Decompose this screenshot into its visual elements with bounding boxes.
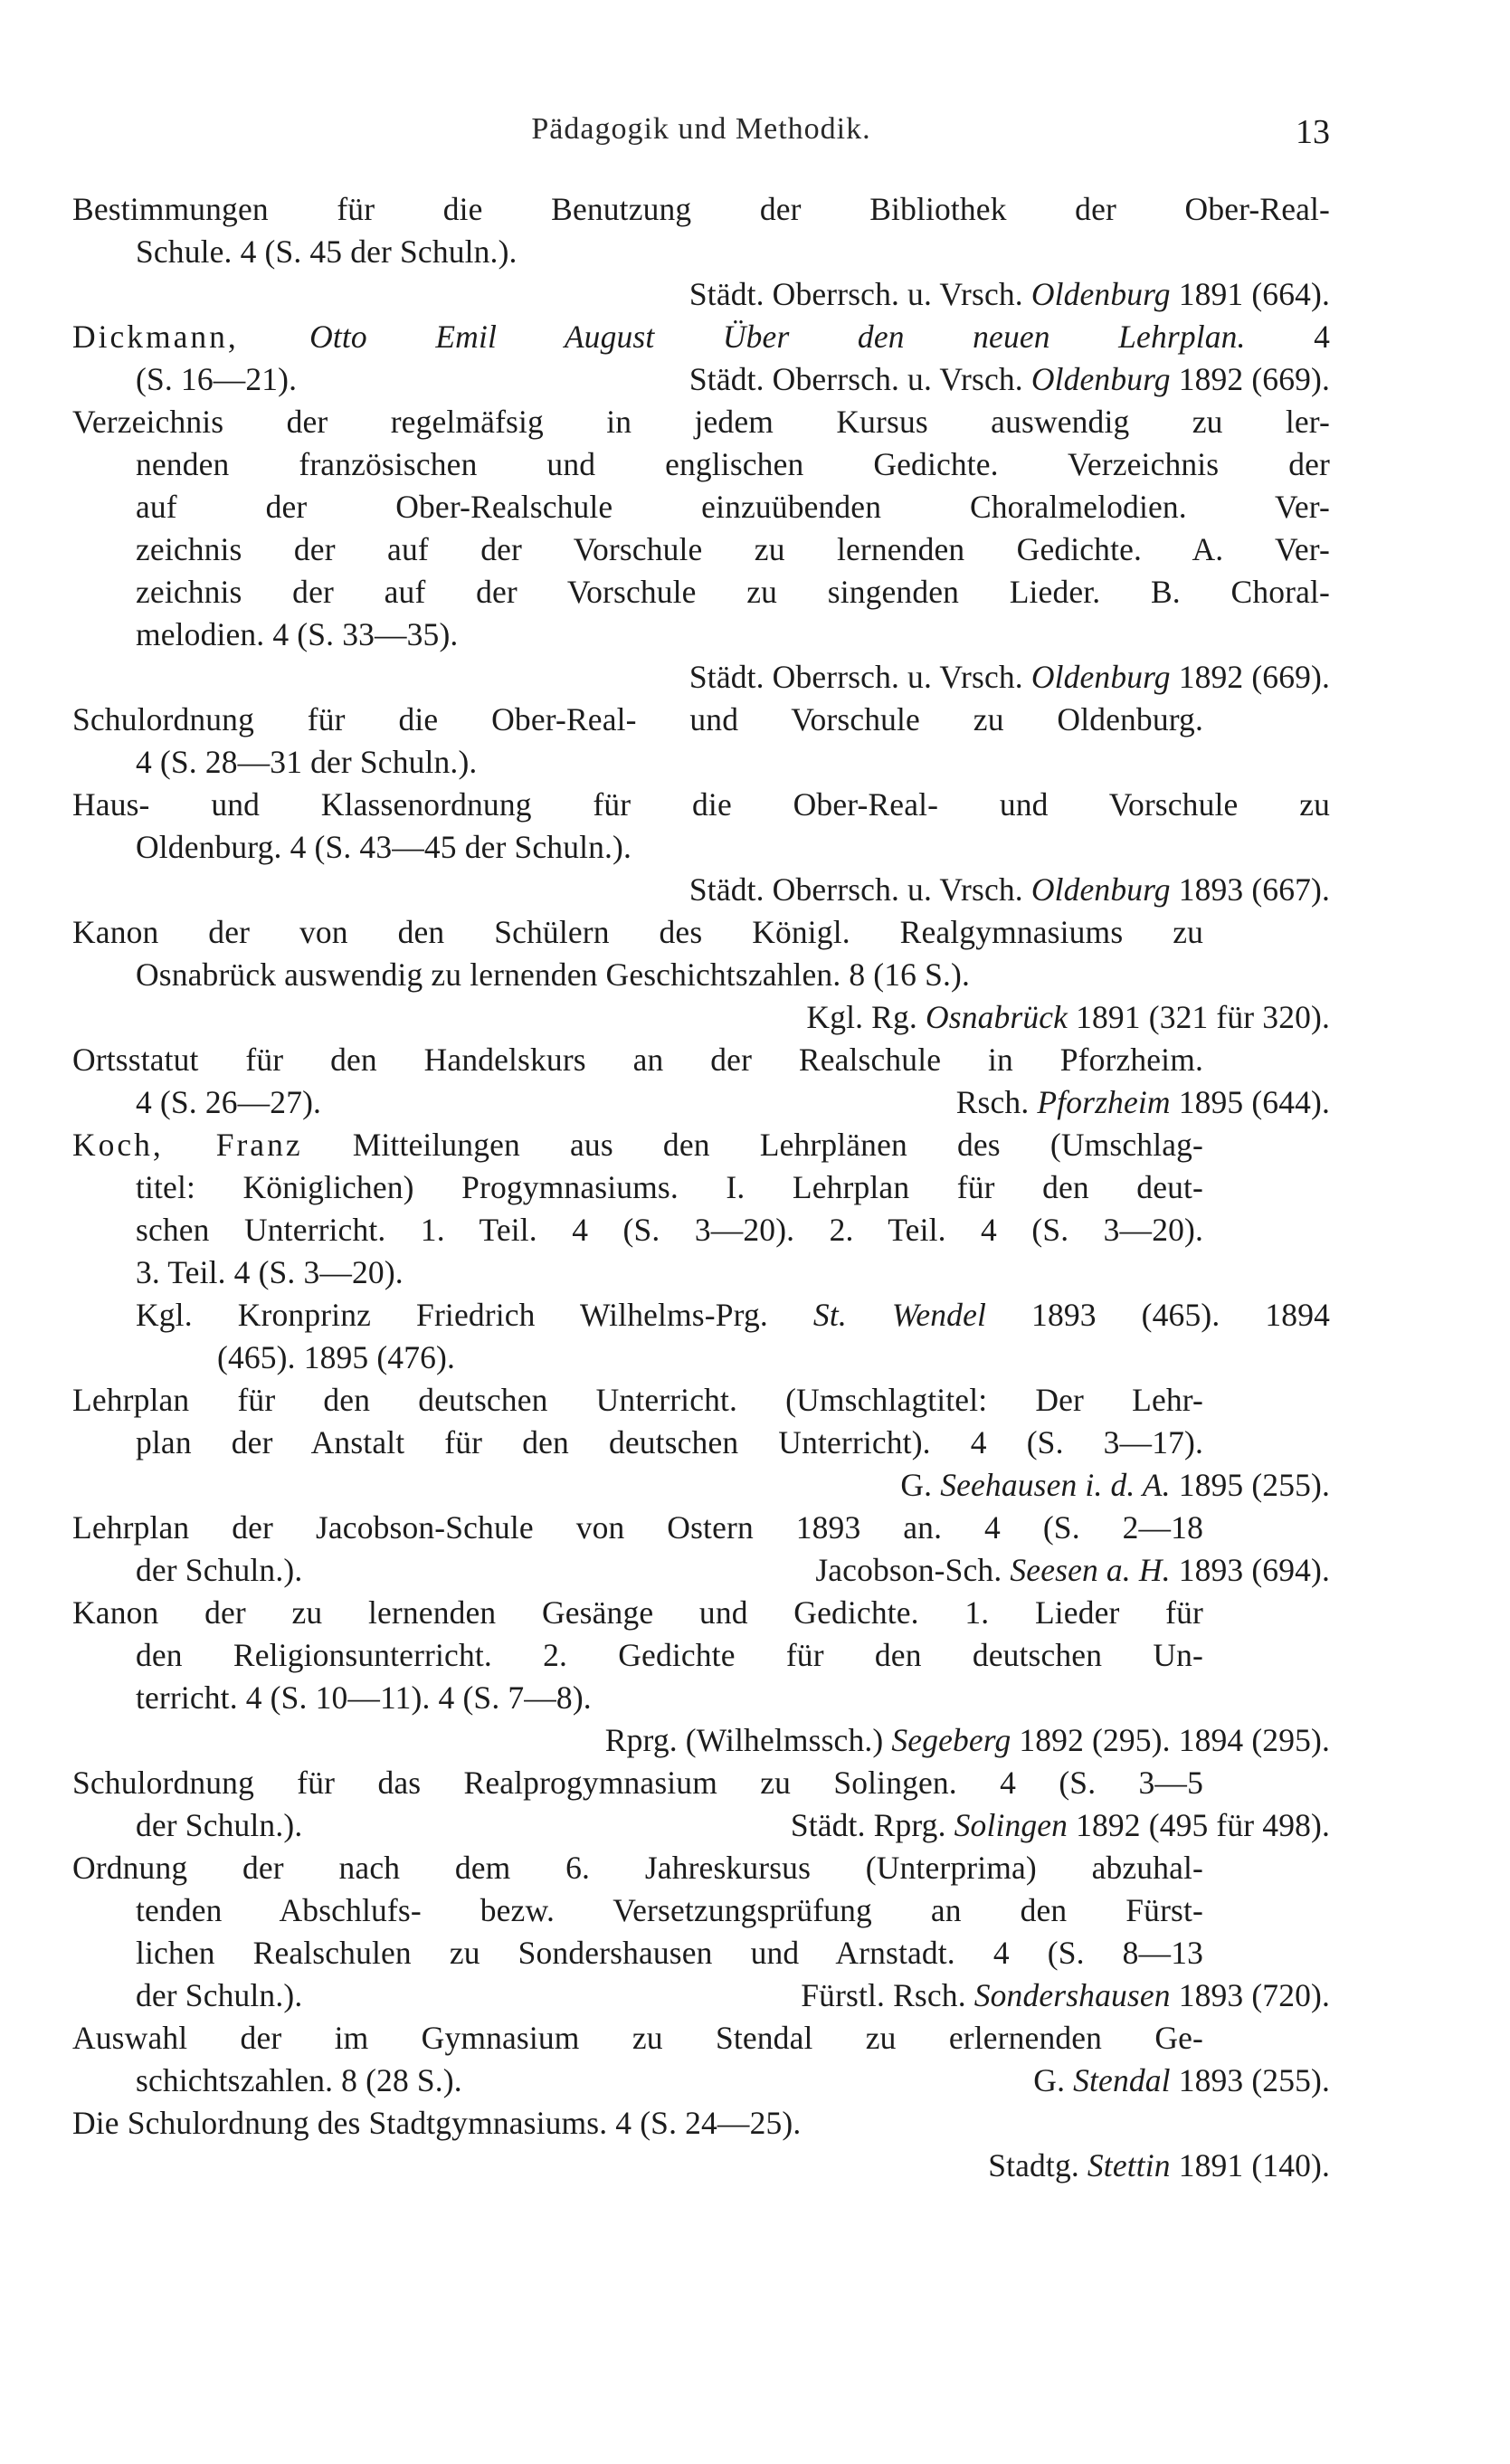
entry-source: Städt. Oberrsch. u. Vrsch. Oldenburg 1891 (664). xyxy=(689,276,1330,312)
entry-line: zeichnis der auf der Vorschule zu singenden Lieder. B. Choral- xyxy=(136,574,1330,610)
entry-title: Otto Emil August Über den neuen Lehrplan. xyxy=(309,319,1246,355)
page-number: 13 xyxy=(1296,113,1330,151)
entry-line-with-source: der Schuln.). Fürstl. Rsch. Sondershausen 1893 (720). xyxy=(136,1977,1330,2013)
entry-source: Rprg. (Wilhelmssch.) Segeberg 1892 (295). 1894 (295). xyxy=(604,1722,1330,1758)
entry-source-cont: (465). 1895 (476). xyxy=(217,1339,455,1375)
entry-line: Lehrplan der Jacobson-Schule von Ostern 1893 an. 4 (S. 2—18 xyxy=(72,1509,1203,1546)
list-item xyxy=(72,1379,1330,1507)
entry-line-with-source: 4 (S. 26—27). Rsch. Pforzheim 1895 (644). xyxy=(136,1084,1330,1120)
entry-source: G. Seehausen i. d. A. 1895 (255). xyxy=(900,1467,1330,1503)
entry-line: Ordnung der nach dem 6. Jahreskursus (Unterprima) abzuhal- xyxy=(72,1850,1203,1886)
entry-line: Schulordnung für die Ober-Real- und Vorschule zu Oldenburg. xyxy=(72,701,1203,737)
entry-line: zeichnis der auf der Vorschule zu lernenden Gedichte. A. Ver- xyxy=(136,531,1330,567)
list-item xyxy=(72,1039,1330,1124)
entry-line-with-source: der Schuln.). Städt. Rprg. Solingen 1892 (495 für 498). xyxy=(136,1807,1330,1843)
author-name: Koch, Franz xyxy=(72,1127,303,1163)
list-item xyxy=(72,188,1330,316)
entry-line: melodien. 4 (S. 33—35). xyxy=(136,616,459,652)
entry-line: Verzeichnis der regelmäfsig in jedem Kursus auswendig zu ler- xyxy=(72,404,1330,440)
list-item xyxy=(72,401,1330,699)
list-item xyxy=(72,1847,1330,2017)
entry-line-with-source: schichtszahlen. 8 (28 S.). G. Stendal 1893 (255). xyxy=(136,2062,1330,2098)
entry-line: Auswahl der im Gymnasium zu Stendal zu erlernenden Ge- xyxy=(72,2020,1203,2056)
page-header xyxy=(72,112,1330,166)
list-item xyxy=(72,2102,1330,2187)
entry-line: Schulordnung für das Realprogymnasium zu Solingen. 4 (S. 3—5 xyxy=(72,1765,1203,1801)
entry-source: Stadtg. Stettin 1891 (140). xyxy=(988,2147,1330,2183)
entry-line: Dickmann, Otto Emil August Über den neuen Lehrplan. 4 xyxy=(72,319,1330,355)
entry-line: 4 (S. 28—31 der Schuln.). xyxy=(136,744,478,780)
list-item xyxy=(72,699,1330,784)
entry-line: Haus- und Klassenordnung für die Ober-Real- und Vorschule zu xyxy=(72,786,1330,823)
entry-line: nenden französischen und englischen Gedichte. Verzeichnis der xyxy=(136,446,1330,482)
entry-source: Städt. Oberrsch. u. Vrsch. Oldenburg 1893 (667). xyxy=(689,871,1330,908)
entry-line: Koch, Franz Mitteilungen aus den Lehrplänen des (Umschlag- xyxy=(72,1127,1203,1163)
entry-source: Städt. Oberrsch. u. Vrsch. Oldenburg 1892 (669). xyxy=(689,659,1330,695)
entry-line-with-source: (S. 16—21). Städt. Oberrsch. u. Vrsch. Oldenburg 1892 (669). xyxy=(136,361,1330,397)
list-item xyxy=(72,1762,1330,1847)
entry-line: plan der Anstalt für den deutschen Unterricht). 4 (S. 3—17). xyxy=(136,1424,1203,1460)
bibliography-list xyxy=(72,188,1330,2187)
list-item xyxy=(72,2017,1330,2102)
list-item xyxy=(72,1507,1330,1592)
entry-line: terricht. 4 (S. 10—11). 4 (S. 7—8). xyxy=(136,1679,592,1716)
entry-source: Kgl. Kronprinz Friedrich Wilhelms-Prg. St. Wendel 1893 (465). 1894 xyxy=(136,1297,1330,1333)
entry-line: auf der Ober-Realschule einzuübenden Choralmelodien. Ver- xyxy=(136,489,1330,525)
list-item xyxy=(72,911,1330,1039)
entry-line-with-source: der Schuln.). Jacobson-Sch. Seesen a. H. 1893 (694). xyxy=(136,1552,1330,1588)
entry-line: den Religionsunterricht. 2. Gedichte für den deutschen Un- xyxy=(136,1637,1203,1673)
entry-line: Bestimmungen für die Benutzung der Bibliothek der Ober-Real- xyxy=(72,191,1330,227)
entry-line: Lehrplan für den deutschen Unterricht. (Umschlagtitel: Der Lehr- xyxy=(72,1382,1203,1418)
entry-line: lichen Realschulen zu Sondershausen und Arnstadt. 4 (S. 8—13 xyxy=(136,1935,1203,1971)
entry-line: Schule. 4 (S. 45 der Schuln.). xyxy=(136,233,518,270)
entry-line: Ortsstatut für den Handelskurs an der Realschule in Pforzheim. xyxy=(72,1042,1203,1078)
list-item xyxy=(72,784,1330,911)
entry-line: Kanon der zu lernenden Gesänge und Gedichte. 1. Lieder für xyxy=(72,1594,1203,1631)
entry-source: Kgl. Rg. Osnabrück 1891 (321 für 320). xyxy=(806,999,1330,1035)
list-item xyxy=(72,316,1330,401)
entry-line: Oldenburg. 4 (S. 43—45 der Schuln.). xyxy=(136,829,632,865)
list-item xyxy=(72,1124,1330,1379)
running-title: Pädagogik und Methodik. xyxy=(531,112,871,146)
entry-line: Die Schulordnung des Stadtgymnasiums. 4 (S. 24—25). xyxy=(72,2105,802,2141)
list-item xyxy=(72,1592,1330,1762)
author-name: Dickmann, xyxy=(72,319,310,355)
entry-line: tenden Abschlufs- bezw. Versetzungsprüfung an den Fürst- xyxy=(136,1892,1203,1928)
entry-line: schen Unterricht. 1. Teil. 4 (S. 3—20). 2. Teil. 4 (S. 3—20). xyxy=(136,1212,1203,1248)
entry-line: 3. Teil. 4 (S. 3—20). xyxy=(136,1254,404,1290)
entry-line: titel: Königlichen) Progymnasiums. I. Lehrplan für den deut- xyxy=(136,1169,1203,1205)
entry-line: Osnabrück auswendig zu lernenden Geschichtszahlen. 8 (16 S.). xyxy=(136,956,971,993)
entry-line: Kanon der von den Schülern des Königl. Realgymnasiums zu xyxy=(72,914,1203,950)
